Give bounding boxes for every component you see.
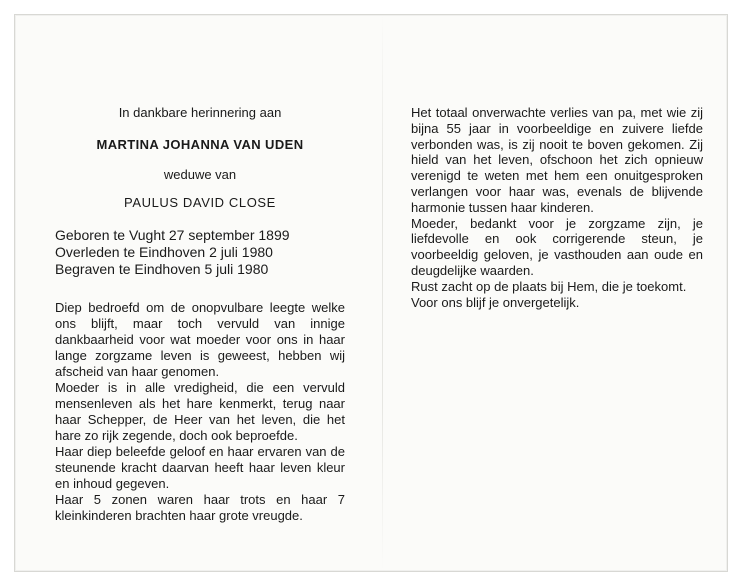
left-paragraph: Diep bedroefd om de onopvulbare leegte welke ons blijft, maar toch vervuld van innige dankbaarheid voor wat moeder voor ons in haar lange zorgzame leven is geweest, hebben wij afscheid van haar genomen.: [55, 300, 345, 379]
widow-of-text: weduwe van: [163, 167, 237, 182]
left-paragraph: Haar diep beleefde geloof en haar ervaren van de steunende kracht daarvan heeft haar leven kleur en inhoud gegeven.: [55, 444, 345, 491]
right-paragraph: Het totaal onverwachte verlies van pa, met wie zij bijna 55 jaar in voorbeeldige en zuivere liefde verbonden was, is zij nooit te boven gekomen. Zij hield van het leven, ofschoon het zich opnieuw verenigd te weten met hem een onuitgesproken verlangen voor haar was, evenals de blijvende harmonie tussen haar kinderen.: [411, 105, 703, 215]
center-fold: [382, 15, 383, 571]
death-date: Overleden te Eindhoven 2 juli 1980: [55, 244, 273, 260]
closing-line: Voor ons blijf je onvergetelijk.: [411, 294, 580, 310]
left-paragraph: Moeder is in alle vredigheid, die een vervuld mensenleven als het hare kenmerkt, terug naar haar Schepper, de Heer van het leven, die het hare zo rijk zegende, doch ook beproefde.: [55, 380, 345, 443]
memorial-card: [14, 14, 728, 572]
life-dates: [55, 227, 345, 278]
intro-text: In dankbare herinnering aan: [118, 105, 282, 120]
right-paragraph: Moeder, bedankt voor je zorgzame zijn, je liefdevolle en ook corrigerende steun, je voorbeeldig geloven, je vasthouden aan oude en deugdelijke waarden.: [411, 215, 703, 278]
right-panel: [411, 105, 703, 310]
right-paragraph: Rust zacht op de plaats bij Hem, die je toekomt.: [411, 278, 687, 294]
left-paragraph: Haar 5 zonen waren haar trots en haar 7 kleinkinderen brachten haar grote vreugde.: [55, 492, 345, 523]
burial-date: Begraven te Eindhoven 5 juli 1980: [55, 261, 269, 277]
left-panel: [55, 105, 345, 524]
husband-name: PAULUS DAVID CLOSE: [124, 195, 276, 210]
birth-date: Geboren te Vught 27 september 1899: [55, 227, 290, 243]
deceased-name: MARTINA JOHANNA VAN UDEN: [96, 137, 304, 152]
